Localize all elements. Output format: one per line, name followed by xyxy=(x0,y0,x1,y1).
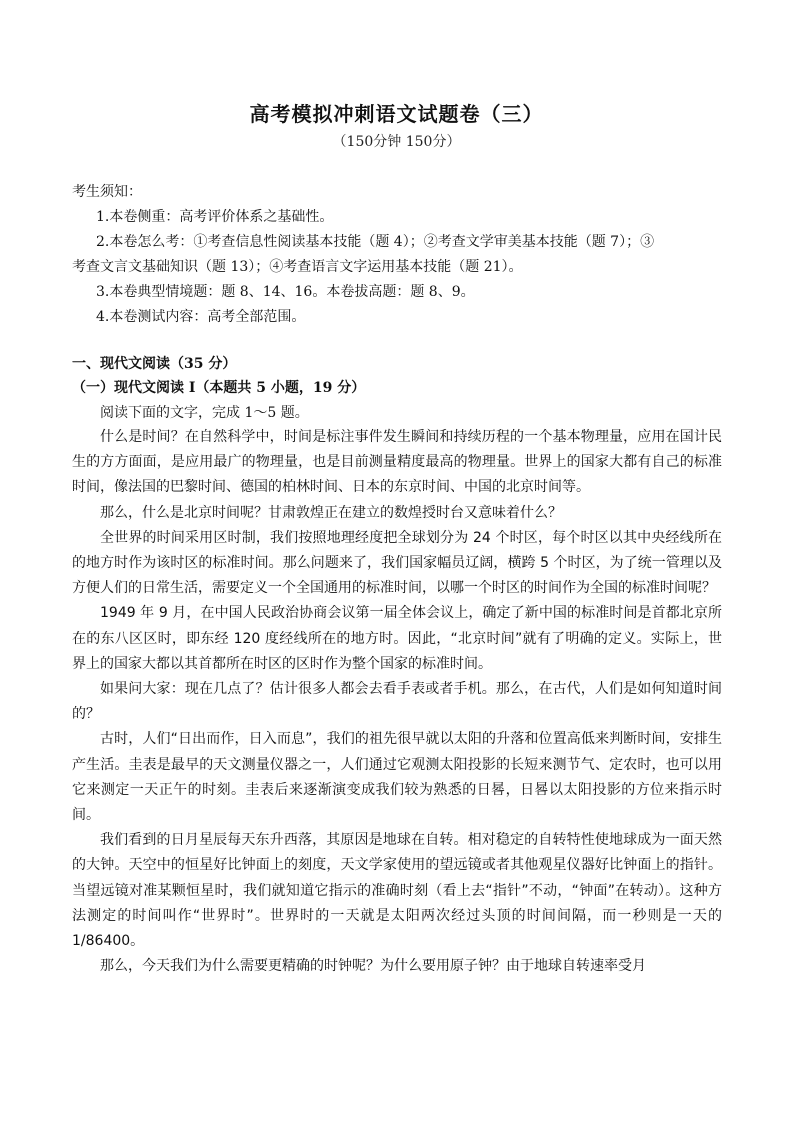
candidate-notice xyxy=(72,180,722,330)
reading-instruction: 阅读下面的文字，完成 1～5 题。 xyxy=(100,405,309,421)
notice-item-4: 4.本卷测试内容：高考全部范围。 xyxy=(96,309,306,325)
passage-paragraph: 1949 年 9 月，在中国人民政治协商会议第一届全体会议上，确定了新中国的标准时间是首都北京所在的东八区区时，即东经 120 度经线所在的地方时。因此，“北京时间”就有了明确的定义。实际上，世界上的国家大都以其首都所在时区的区时作为整个国家的标准时间。 xyxy=(72,605,722,672)
notice-item-2-line-2: 考查文言文基础知识（题 13）；④考查语言文字运用基本技能（题 21）。 xyxy=(72,259,523,275)
passage-paragraph: 那么，什么是北京时间呢？甘肃敦煌正在建立的数煌授时台又意味着什么？ xyxy=(100,504,562,521)
notice-heading: 考生须知： xyxy=(72,184,142,200)
section-header xyxy=(72,352,722,400)
passage-paragraph: 古时，人们“日出而作，日入而息”，我们的祖先很早就以太阳的升落和位置高低来判断时间，安排生产生活。圭表是最早的天文测量仪器之一，人们通过它观测太阳投影的长短来测节气、定农时，也可以用它来测定一天正午的时刻。圭表后来逐渐演变成我们较为熟悉的日晷，日晷以太阳投影的方位来指示时间。 xyxy=(72,731,722,824)
passage-paragraph: 那么，今天我们为什么需要更精确的时钟呢？为什么要用原子钟？由于地球自转速率受月 xyxy=(100,958,646,975)
notice-item-2-line-1: 2.本卷怎么考：①考查信息性阅读基本技能（题 4）；②考查文学审美基本技能（题 7）；③ xyxy=(96,234,655,250)
section-heading: 一、现代文阅读（35 分） xyxy=(72,356,237,372)
passage-paragraph: 什么是时间？在自然科学中，时间是标注事件发生瞬间和持续历程的一个基本物理量，应用在国计民生的方方面面，是应用最广的物理量，也是目前测量精度最高的物理量。世界上的国家大都有自己的标准时间，像法国的巴黎时间、德国的柏林时间、日本的东京时间、中国的北京时间等。 xyxy=(72,429,722,496)
section-subheading: （一）现代文阅读 I（本题共 5 小题，19 分） xyxy=(72,380,366,396)
passage-paragraph: 如果问大家：现在几点了？估计很多人都会去看手表或者手机。那么，在古代，人们是如何知道时间的？ xyxy=(72,681,722,723)
reading-passage xyxy=(72,425,722,979)
notice-item-1: 1.本卷侧重：高考评价体系之基础性。 xyxy=(96,209,334,225)
passage-paragraph: 全世界的时间采用区时制，我们按照地理经度把全球划分为 24 个时区，每个时区以其中央经线所在的地方时作为该时区的标准时间。那么问题来了，我们国家幅员辽阔，横跨 5 个时区，为了统一管理以及方便人们的日常生活，需要定义一个全国通用的标准时间，以哪一个时区的时间作为全国的标准时间呢？ xyxy=(72,529,722,597)
exam-duration-score: （150分钟 150分） xyxy=(332,134,461,150)
passage-paragraph: 我们看到的日月星辰每天东升西落，其原因是地球在自转。相对稳定的自转特性使地球成为一面天然的大钟。天空中的恒星好比钟面上的刻度，天文学家使用的望远镜或者其他观星仪器好比钟面上的指针。当望远镜对准某颗恒星时，我们就知道它指示的准确时刻（看上去“指针”不动，“钟面”在转动）。这种方法测定的时间叫作“世界时”。世界时的一天就是太阳两次经过头顶的时间间隔，而一秒则是一天的 1/86400。 xyxy=(72,832,722,950)
notice-item-3: 3.本卷典型情境题：题 8、14、16。本卷拔高题：题 8、9。 xyxy=(96,284,475,300)
exam-title: 高考模拟冲刺语文试题卷（三） xyxy=(249,102,544,126)
